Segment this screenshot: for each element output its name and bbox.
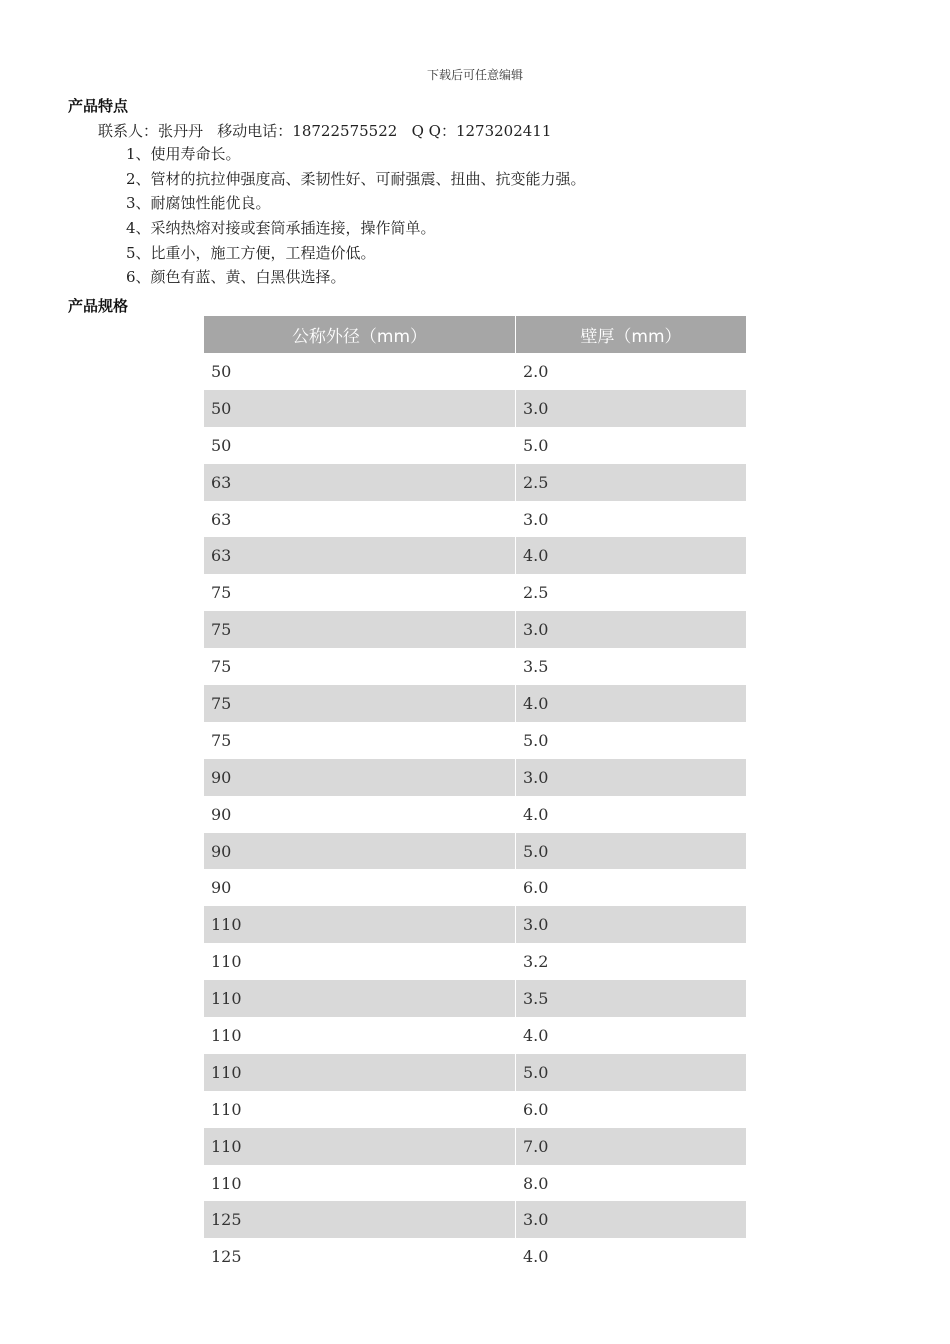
contact-info: 联系人：张丹丹 移动电话：18722575522 Q Q：1273202411 bbox=[98, 122, 552, 140]
cell-outer-diameter: 63 bbox=[211, 546, 232, 566]
cell-outer-diameter: 75 bbox=[211, 657, 232, 677]
cell-wall-thickness: 2.5 bbox=[515, 464, 746, 501]
header-wall-thickness: 壁厚（mm） bbox=[515, 316, 746, 353]
cell-wall-thickness: 4.0 bbox=[515, 537, 746, 574]
cell-wall-thickness: 4.0 bbox=[515, 796, 746, 833]
cell-outer-diameter: 50 bbox=[211, 435, 232, 455]
page-header-note: 下载后可任意编辑 bbox=[426, 68, 523, 82]
cell-outer-diameter: 125 bbox=[211, 1247, 242, 1267]
cell-outer-diameter: 63 bbox=[211, 472, 232, 492]
cell-wall-thickness: 4.0 bbox=[515, 1017, 746, 1054]
table-row bbox=[204, 906, 746, 943]
cell-wall-thickness: 2.0 bbox=[515, 353, 746, 390]
table-row bbox=[204, 1128, 746, 1165]
features-section-title: 产品特点 bbox=[68, 97, 129, 115]
table-row bbox=[204, 1201, 746, 1238]
cell-outer-diameter: 50 bbox=[211, 361, 232, 381]
cell-wall-thickness: 2.5 bbox=[515, 574, 746, 611]
cell-wall-thickness: 3.0 bbox=[515, 906, 746, 943]
cell-wall-thickness: 3.0 bbox=[515, 390, 746, 427]
table-row bbox=[204, 537, 746, 574]
feature-item: 3、耐腐蚀性能优良。 bbox=[126, 194, 271, 213]
table-row bbox=[204, 427, 746, 464]
table-row bbox=[204, 869, 746, 906]
cell-outer-diameter: 75 bbox=[211, 620, 232, 640]
table-row bbox=[204, 390, 746, 427]
table-row bbox=[204, 1017, 746, 1054]
table-row bbox=[204, 759, 746, 796]
feature-item: 4、采纳热熔对接或套筒承插连接，操作简单。 bbox=[126, 219, 436, 238]
cell-wall-thickness: 3.5 bbox=[515, 648, 746, 685]
cell-outer-diameter: 90 bbox=[211, 804, 232, 824]
cell-wall-thickness: 6.0 bbox=[515, 869, 746, 906]
cell-outer-diameter: 110 bbox=[211, 1173, 242, 1193]
cell-wall-thickness: 3.0 bbox=[515, 611, 746, 648]
cell-wall-thickness: 8.0 bbox=[515, 1165, 746, 1202]
feature-item: 2、管材的抗拉伸强度高、柔韧性好、可耐强震、扭曲、抗变能力强。 bbox=[126, 169, 586, 188]
cell-outer-diameter: 110 bbox=[211, 1136, 242, 1156]
cell-outer-diameter: 63 bbox=[211, 509, 232, 529]
table-row bbox=[204, 1238, 746, 1275]
table-row bbox=[204, 648, 746, 685]
cell-wall-thickness: 7.0 bbox=[515, 1128, 746, 1165]
cell-outer-diameter: 125 bbox=[211, 1210, 242, 1230]
cell-outer-diameter: 90 bbox=[211, 841, 232, 861]
cell-outer-diameter: 110 bbox=[211, 1062, 242, 1082]
cell-outer-diameter: 75 bbox=[211, 693, 232, 713]
cell-outer-diameter: 75 bbox=[211, 583, 232, 603]
cell-wall-thickness: 3.5 bbox=[515, 980, 746, 1017]
feature-item: 5、比重小，施工方便，工程造价低。 bbox=[126, 243, 376, 262]
table-row bbox=[204, 574, 746, 611]
spec-section-title: 产品规格 bbox=[68, 297, 129, 315]
cell-wall-thickness: 4.0 bbox=[515, 685, 746, 722]
cell-outer-diameter: 90 bbox=[211, 767, 232, 787]
cell-wall-thickness: 5.0 bbox=[515, 722, 746, 759]
features-list bbox=[126, 145, 586, 293]
cell-wall-thickness: 5.0 bbox=[515, 833, 746, 870]
table-row bbox=[204, 796, 746, 833]
cell-wall-thickness: 4.0 bbox=[515, 1238, 746, 1275]
table-row bbox=[204, 980, 746, 1017]
table-row bbox=[204, 1054, 746, 1091]
table-row bbox=[204, 611, 746, 648]
table-row bbox=[204, 464, 746, 501]
table-row bbox=[204, 943, 746, 980]
spec-table bbox=[204, 316, 746, 1275]
table-row bbox=[204, 1091, 746, 1128]
cell-wall-thickness: 5.0 bbox=[515, 1054, 746, 1091]
table-row bbox=[204, 501, 746, 538]
cell-wall-thickness: 6.0 bbox=[515, 1091, 746, 1128]
cell-wall-thickness: 3.0 bbox=[515, 759, 746, 796]
cell-wall-thickness: 5.0 bbox=[515, 427, 746, 464]
cell-outer-diameter: 110 bbox=[211, 915, 242, 935]
cell-outer-diameter: 110 bbox=[211, 1025, 242, 1045]
table-row bbox=[204, 685, 746, 722]
table-row bbox=[204, 1165, 746, 1202]
cell-wall-thickness: 3.0 bbox=[515, 1201, 746, 1238]
cell-wall-thickness: 3.2 bbox=[515, 943, 746, 980]
table-row bbox=[204, 353, 746, 390]
cell-outer-diameter: 110 bbox=[211, 952, 242, 972]
cell-outer-diameter: 50 bbox=[211, 398, 232, 418]
spec-table-header bbox=[204, 316, 746, 353]
cell-outer-diameter: 110 bbox=[211, 1099, 242, 1119]
table-row bbox=[204, 722, 746, 759]
feature-item: 6、颜色有蓝、黄、白黑供选择。 bbox=[126, 268, 346, 287]
spec-table-body bbox=[204, 353, 746, 1275]
cell-wall-thickness: 3.0 bbox=[515, 501, 746, 538]
header-outer-diameter: 公称外径（mm） bbox=[291, 327, 428, 347]
cell-outer-diameter: 90 bbox=[211, 878, 232, 898]
cell-outer-diameter: 110 bbox=[211, 989, 242, 1009]
table-row bbox=[204, 833, 746, 870]
cell-outer-diameter: 75 bbox=[211, 730, 232, 750]
feature-item: 1、使用寿命长。 bbox=[126, 145, 241, 163]
